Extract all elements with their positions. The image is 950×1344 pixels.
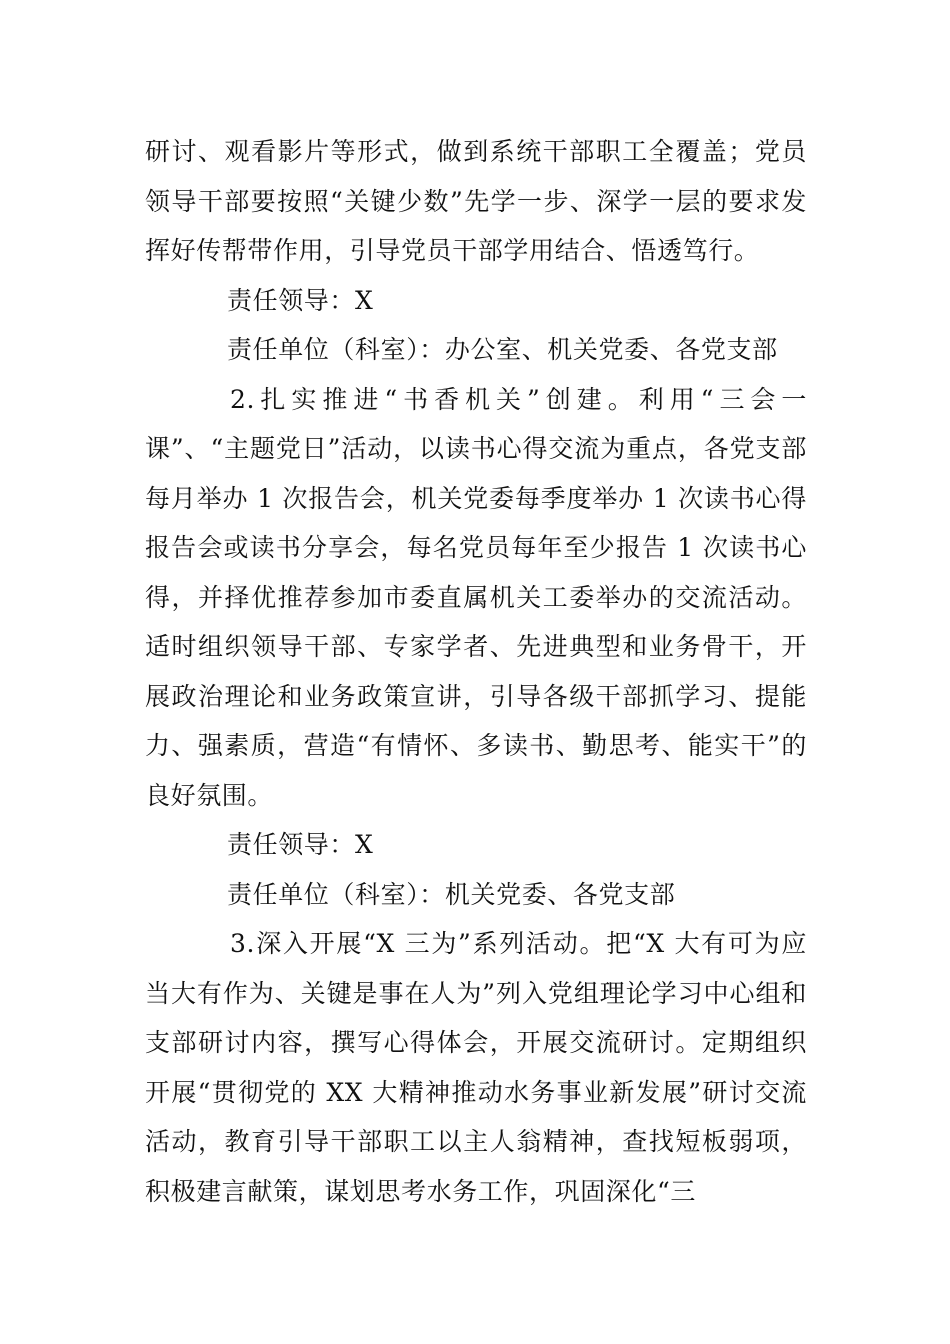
paragraph-continuation: 研讨、观看影片等形式，做到系统干部职工全覆盖；党员领导干部要按照“关键少数”先学一步、深学一层的要求发挥好传帮带作用，引导党员干部学用结合、悟透笃行。 <box>145 137 807 265</box>
item-3-paragraph: 3.深入开展“X 三为”系列活动。把“X 大有可为应当大有作为、关键是事在人为”列入党组理论学习中心组和支部研讨内容，撰写心得体会，开展交流研讨。定期组织开展“贯彻党的 XX 大精神推动水务事业新发展”研讨交流活动，教育引导干部职工以主人翁精神，查找短板弱项，积极建言献策，谋划思考水务工作，巩固深化“三 <box>145 929 807 1206</box>
responsible-unit-line: 责任单位（科室）：机关党委、各党支部 <box>227 879 676 909</box>
item-2-paragraph: 2.扎实推进“书香机关”创建。利用“三会一课”、“主题党日”活动，以读书心得交流为重点，各党支部每月举办 1 次报告会，机关党委每季度举办 1 次读书心得报告会或读书分享会，每名党员每年至少报告 1 次读书心得，并择优推荐参加市委直属机关工委举办的交流活动。适时组织领导干部、专家学者、先进典型和业务骨干，开展政治理论和业务政策宣讲，引导各级干部抓学习、提能力、强素质，营造“有情怀、多读书、勤思考、能实干”的良好氛围。 <box>145 384 807 810</box>
responsible-leader-line: 责任领导：X <box>227 830 374 859</box>
document-body <box>145 127 807 1216</box>
responsible-unit-line: 责任单位（科室）：办公室、机关党委、各党支部 <box>227 335 778 364</box>
responsible-leader-line: 责任领导：X <box>227 285 374 315</box>
